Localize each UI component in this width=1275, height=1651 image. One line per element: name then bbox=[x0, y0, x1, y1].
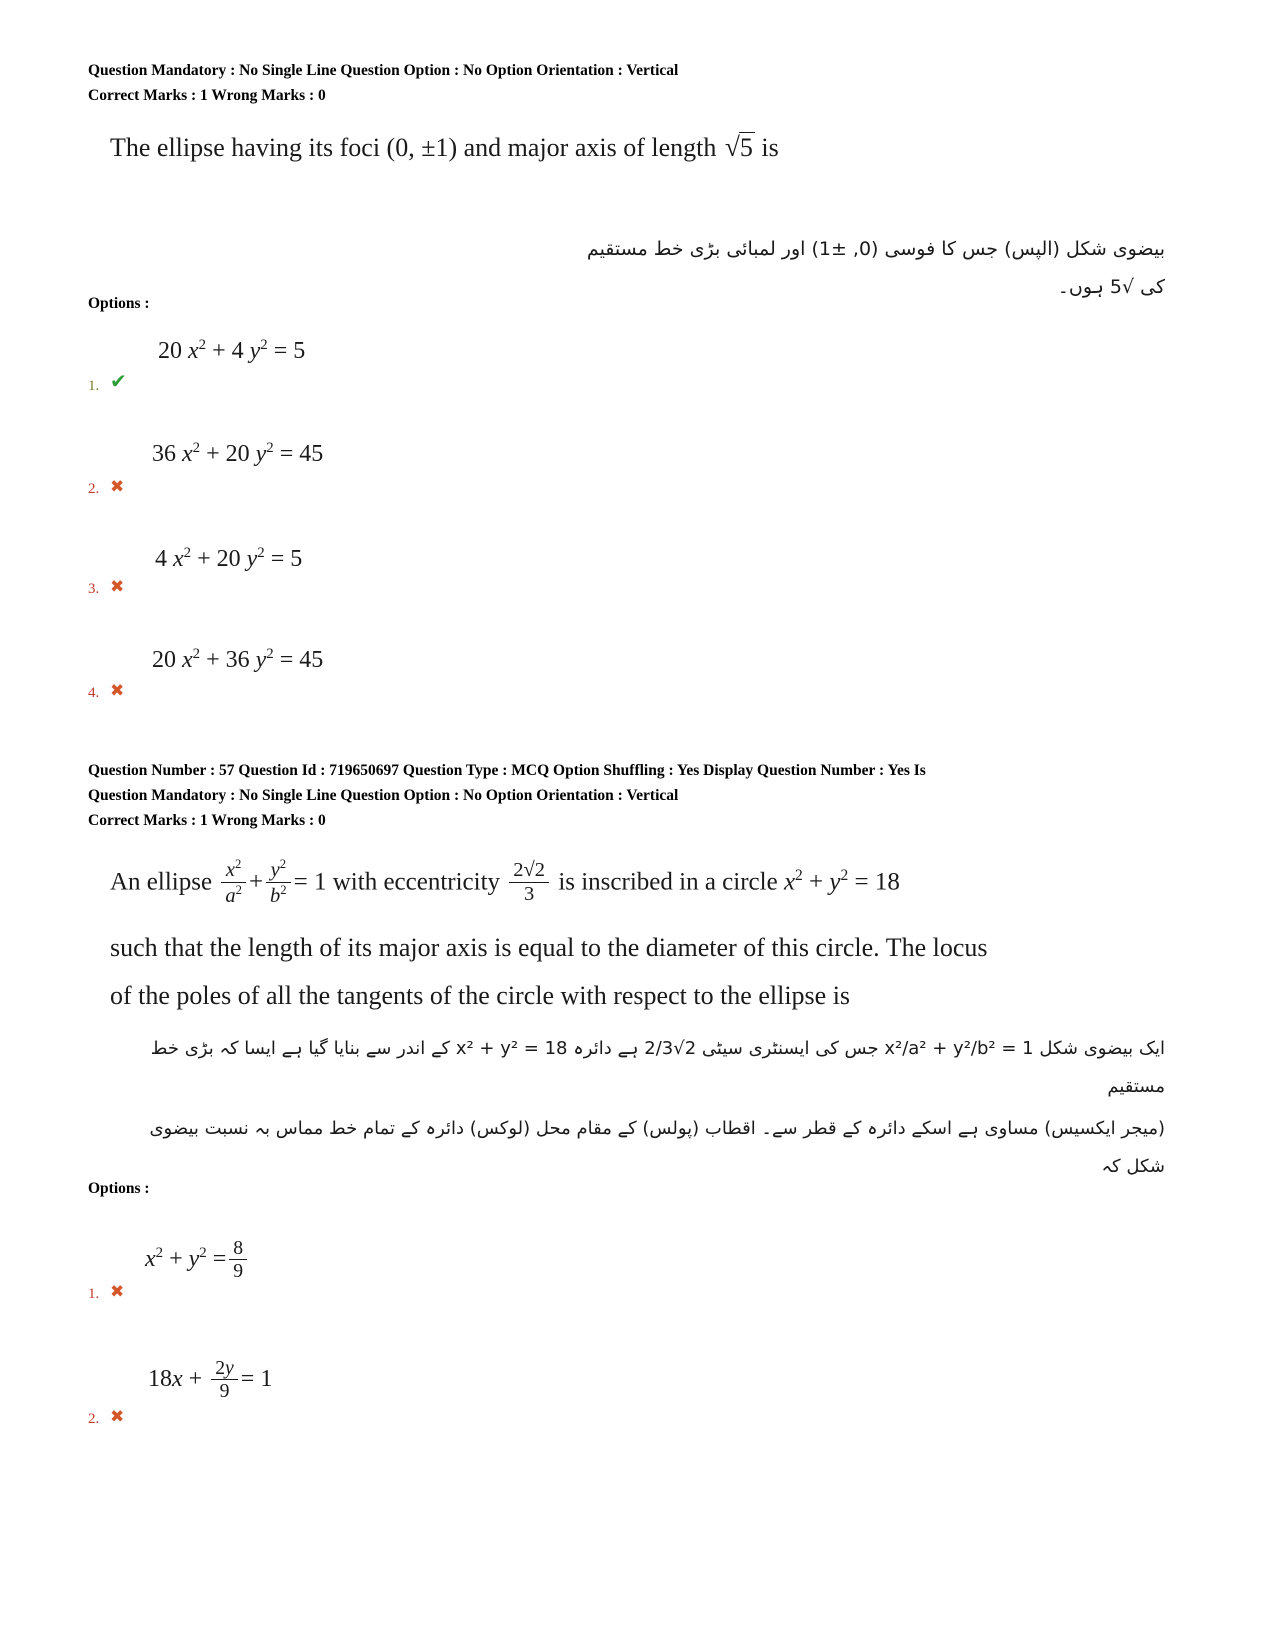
q56-option-2-number: 2. bbox=[88, 481, 100, 497]
opt2-coef1: 36 bbox=[152, 441, 182, 467]
q56-urdu-stem: بیضوی شکل (الپس) جس کا فوسی (0, ±1) اور لمبائی بڑی خط مستقیم کی √5 ہوں۔ bbox=[586, 238, 1165, 298]
q56-stem bbox=[110, 126, 779, 169]
q57-option-1-wrong-icon: ✖ bbox=[110, 1282, 125, 1301]
opt2-sup1: 2 bbox=[192, 440, 201, 456]
q56-sqrt-value: 5 bbox=[739, 133, 753, 162]
q57-frac2-num bbox=[266, 857, 291, 882]
q56-stem-suffix: is bbox=[754, 133, 779, 162]
q56-option-1-correct-icon: ✔ bbox=[110, 371, 127, 393]
q57-frac1-den-sup: 2 bbox=[235, 883, 242, 898]
q57-option-2-number: 2. bbox=[88, 1411, 100, 1427]
q57-frac2-den bbox=[266, 882, 291, 908]
q56-options-label: Options : bbox=[88, 295, 150, 312]
q57-opt2-eq: = 1 bbox=[240, 1366, 273, 1393]
question-57-meta bbox=[88, 758, 1188, 833]
q56-option-4-number: 4. bbox=[88, 685, 100, 701]
q57-option-2-text[interactable] bbox=[148, 1358, 272, 1403]
q57-opt1-plus: + bbox=[163, 1246, 189, 1273]
q56-option-3-wrong-icon: ✖ bbox=[110, 577, 125, 596]
q57-stem-part2: is inscribed in a circle bbox=[552, 868, 784, 896]
opt1-plus: + bbox=[206, 338, 232, 364]
opt1-equals: = bbox=[267, 338, 294, 364]
q57-frac2-num-sup: 2 bbox=[279, 857, 287, 872]
opt3-sup2: 2 bbox=[257, 545, 265, 561]
q56-stem-prefix: The ellipse having its foci (0, bbox=[110, 133, 422, 162]
q57-opt2-lead-var: x bbox=[172, 1366, 183, 1393]
q57-frac1-num bbox=[221, 857, 246, 882]
q57-opt2-plus: + bbox=[182, 1366, 209, 1393]
q57-circle-eq: = 18 bbox=[848, 868, 900, 896]
q57-stem-line-2: such that the length of its major axis is equal to the diameter of this circle. The locus bbox=[110, 933, 988, 962]
opt4-sup1: 2 bbox=[192, 646, 201, 662]
q57-eccentricity-frac bbox=[509, 859, 549, 906]
opt2-var1: x bbox=[182, 441, 193, 467]
q57-option-1-number: 1. bbox=[88, 1286, 100, 1302]
q57-opt1-frac-den: 9 bbox=[229, 1259, 247, 1282]
q57-frac2-num-var: y bbox=[270, 859, 280, 882]
q57-opt2-frac-num-coef: 2 bbox=[215, 1357, 226, 1379]
opt4-var2: y bbox=[255, 647, 267, 673]
q57-circle-x-sup: 2 bbox=[795, 867, 803, 884]
q57-frac2-den-var: b bbox=[270, 884, 281, 907]
q57-frac-y-b bbox=[266, 857, 291, 908]
opt1-sup1: 2 bbox=[198, 337, 207, 353]
q57-urdu-line-2: (میجر ایکسیس) مساوی ہے اسکے دائرہ کے قطر سے۔ اقطاب (پولس) کے مقام محل (لوکس) دائرہ کے تمام خط مماس بہ نسبت بیضوی شکل کہ bbox=[149, 1118, 1165, 1177]
opt2-plus: + bbox=[200, 441, 226, 467]
q57-circle-x: x bbox=[783, 868, 796, 896]
q57-opt1-y: y bbox=[188, 1246, 200, 1273]
q56-meta-line-2: Correct Marks : 1 Wrong Marks : 0 bbox=[88, 87, 326, 104]
q57-opt1-eq: = bbox=[206, 1246, 227, 1273]
opt4-coef1: 20 bbox=[152, 647, 182, 673]
opt4-plus: + bbox=[200, 647, 226, 673]
q57-frac1-num-sup: 2 bbox=[235, 857, 242, 872]
q57-circle-y-sup: 2 bbox=[840, 867, 849, 884]
opt3-equals: = bbox=[264, 546, 291, 572]
opt4-coef2: 36 bbox=[225, 647, 256, 673]
q57-options-label: Options : bbox=[88, 1180, 150, 1197]
q57-ecc-num: 2√2 bbox=[513, 859, 546, 882]
q57-frac1-num-var: x bbox=[225, 859, 235, 882]
opt3-var2: y bbox=[246, 546, 258, 572]
q56-option-4-text[interactable] bbox=[152, 646, 323, 674]
q57-meta-line-1: Question Number : 57 Question Id : 719650697 Question Type : MCQ Option Shuffling : Yes Display Question Number : Yes Is bbox=[88, 762, 926, 779]
q57-meta-line-3: Correct Marks : 1 Wrong Marks : 0 bbox=[88, 812, 326, 829]
q56-meta-line-1: Question Mandatory : No Single Line Question Option : No Option Orientation : Vertical bbox=[88, 62, 679, 79]
opt4-var1: x bbox=[182, 647, 193, 673]
q56-option-4-wrong-icon: ✖ bbox=[110, 681, 125, 700]
opt4-rhs: 45 bbox=[299, 647, 324, 673]
opt4-sup2: 2 bbox=[266, 646, 274, 662]
q57-opt2-frac bbox=[211, 1357, 238, 1402]
q57-eq-one: = 1 with eccentricity bbox=[293, 868, 507, 896]
q56-option-2-text[interactable] bbox=[152, 440, 323, 468]
q56-option-1-number: 1. bbox=[88, 378, 100, 394]
q56-option-1-text[interactable] bbox=[158, 337, 305, 365]
opt3-sup1: 2 bbox=[183, 545, 192, 561]
q57-stem-line-1 bbox=[110, 855, 900, 909]
q57-meta-line-2: Question Mandatory : No Single Line Question Option : No Option Orientation : Vertical bbox=[88, 787, 679, 804]
opt3-rhs: 5 bbox=[290, 546, 303, 572]
q57-opt1-frac bbox=[229, 1237, 247, 1282]
q57-opt1-x-sup: 2 bbox=[155, 1245, 164, 1262]
q57-option-1-text[interactable] bbox=[145, 1238, 250, 1283]
radical-icon: √ bbox=[724, 132, 740, 162]
opt3-var1: x bbox=[173, 546, 184, 572]
opt1-var1: x bbox=[188, 338, 199, 364]
q56-stem-mid: 1) and major axis of length bbox=[435, 133, 723, 162]
opt2-sup2: 2 bbox=[266, 440, 274, 456]
q57-frac1-den bbox=[221, 882, 246, 908]
q57-opt2-frac-num-var: y bbox=[225, 1357, 234, 1379]
opt2-coef2: 20 bbox=[225, 441, 256, 467]
q57-stem-line-3: of the poles of all the tangents of the circle with respect to the ellipse is bbox=[110, 981, 851, 1010]
q57-opt2-frac-den: 9 bbox=[211, 1379, 238, 1402]
opt2-equals: = bbox=[273, 441, 300, 467]
opt3-plus: + bbox=[191, 546, 217, 572]
opt3-coef1: 4 bbox=[155, 546, 173, 572]
q57-stem-part1: An ellipse bbox=[110, 868, 219, 896]
q57-opt1-y-sup: 2 bbox=[199, 1245, 207, 1262]
opt4-equals: = bbox=[273, 647, 300, 673]
q57-plus-sign: + bbox=[248, 868, 264, 896]
question-56-meta bbox=[88, 58, 1188, 108]
q57-opt1-frac-num: 8 bbox=[233, 1237, 244, 1259]
q57-frac-x-a bbox=[221, 857, 246, 908]
q57-urdu-line-1: ایک بیضوی شکل 1 = x²/a² + y²/b² جس کی ایسنٹری سیٹی 2√2/3 ہے دائرہ x² + y² = 18 کے اندر سے بنایا گیا ہے ایسا کہ بڑی خط مستقیم bbox=[150, 1038, 1165, 1097]
q56-stem-pm: ± bbox=[421, 133, 436, 162]
q57-option-2-wrong-icon: ✖ bbox=[110, 1407, 125, 1426]
q57-frac2-den-sup: 2 bbox=[280, 883, 287, 898]
opt1-sup2: 2 bbox=[260, 337, 268, 353]
q56-option-3-number: 3. bbox=[88, 581, 100, 597]
opt1-var2: y bbox=[249, 338, 261, 364]
opt3-coef2: 20 bbox=[216, 546, 247, 572]
q57-ecc-den: 3 bbox=[509, 882, 549, 906]
opt1-coef2: 4 bbox=[231, 338, 250, 364]
opt2-var2: y bbox=[255, 441, 267, 467]
q56-option-3-text[interactable] bbox=[155, 545, 302, 573]
opt2-rhs: 45 bbox=[299, 441, 324, 467]
q57-opt1-x: x bbox=[145, 1246, 156, 1273]
q57-opt2-lead: 18 bbox=[148, 1366, 172, 1393]
opt1-coef1: 20 bbox=[158, 338, 188, 364]
q56-sqrt bbox=[723, 126, 755, 169]
opt1-rhs: 5 bbox=[293, 338, 306, 364]
q57-frac1-den-var: a bbox=[225, 884, 236, 907]
q56-option-2-wrong-icon: ✖ bbox=[110, 477, 125, 496]
q57-circle-y: y bbox=[829, 868, 841, 896]
q57-circle-plus: + bbox=[802, 868, 830, 896]
q57-opt2-frac-num bbox=[211, 1357, 238, 1379]
